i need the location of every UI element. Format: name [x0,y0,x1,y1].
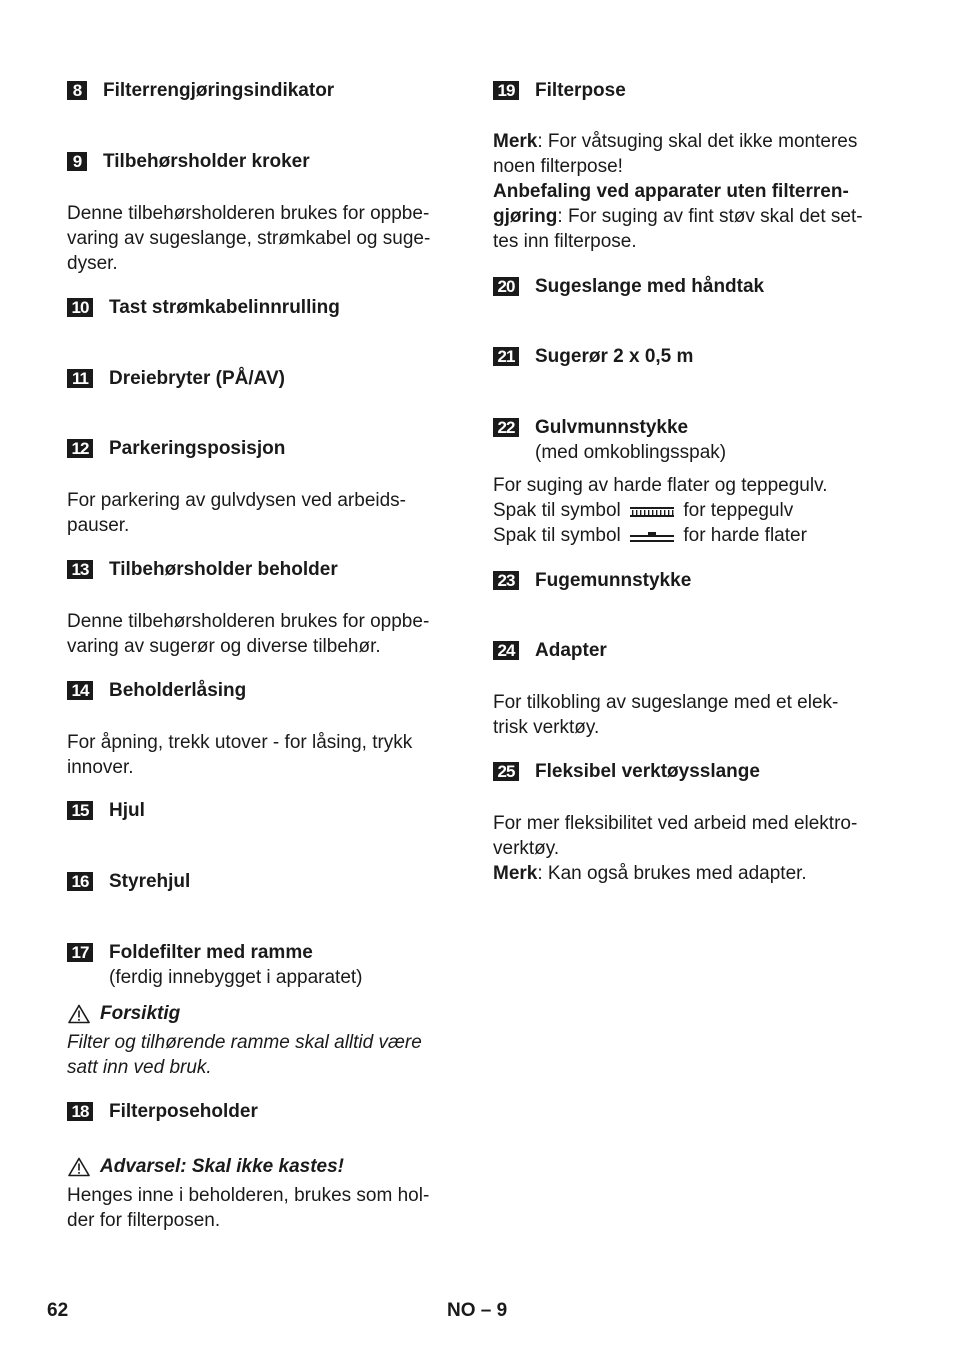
lever-text: Spak til symbol [493,500,621,521]
item-number-badge: 21 [493,347,519,366]
section-13-text: Denne tilbehørsholderen brukes for oppbe- varing av sugerør og diverse tilbehør. [67,611,430,657]
note-paragraph [493,129,885,179]
section-title: Parkeringsposisjon [109,438,286,459]
section-19-text [493,129,885,254]
item-number-badge: 16 [67,872,93,891]
section-title: Beholderlåsing [109,680,247,701]
item-number-badge: 20 [493,277,519,296]
lever-text: Spak til symbol [493,525,621,546]
carpet-symbol-icon [630,504,674,518]
section-title: Filterpose [535,80,626,101]
section-title: Sugerør 2 x 0,5 m [535,346,694,367]
item-number-badge: 9 [67,152,87,171]
section-25-text [493,811,885,886]
section-title: Dreiebryter (PÅ/AV) [109,368,285,389]
section-22-text [493,473,885,548]
section-23-heading [493,568,885,593]
section-title: Tilbehørsholder beholder [109,559,338,580]
section-24-heading [493,638,885,663]
section-14-text: For åpning, trekk utover - for låsing, trykk innover. [67,732,413,778]
section-page-label: NO – 9 [447,1300,508,1321]
section-title: Adapter [535,640,607,661]
carpet-line [493,498,885,523]
section-subtitle: (med omkoblingsspak) [535,442,727,463]
recommendation-label: Anbefaling ved apparater uten filterren- gjøring [493,181,849,227]
section-8-heading [67,78,459,103]
section-22-heading [493,415,885,465]
section-21-heading [493,344,885,369]
section-11-heading [67,366,459,391]
note-label: Merk [493,863,538,884]
warning-label: Advarsel: Skal ikke kastes! [100,1156,344,1177]
section-19-heading [493,78,885,103]
section-title: Styrehjul [109,871,191,892]
item-number-badge: 19 [493,81,519,100]
section-subtitle: (ferdig innebygget i apparatet) [109,967,363,988]
section-12-text: For parkering av gulvdysen ved arbeids- pauser. [67,490,407,536]
item-number-badge: 14 [67,681,93,700]
section-title: Hjul [109,800,145,821]
warning-heading [67,1154,459,1179]
section-15-heading [67,798,459,823]
section-title: Fugemunnstykke [535,570,692,591]
item-number-badge: 15 [67,801,93,820]
hard-floor-symbol-icon [630,529,674,543]
section-10-heading [67,295,459,320]
item-number-badge: 8 [67,81,87,100]
item-number-badge: 12 [67,439,93,458]
section-9-text: Denne tilbehørsholderen brukes for oppbe- varing av sugeslange, strømkabel og suge- dyser. [67,203,431,274]
note-label: Merk [493,131,538,152]
item-number-badge: 10 [67,298,93,317]
warning-triangle-icon [68,1157,90,1177]
section-title: Gulvmunnstykke [535,417,689,438]
floor-nozzle-text: For suging av harde flater og teppegulv. [493,475,828,496]
note-paragraph [493,861,885,886]
section-title: Sugeslange med håndtak [535,276,765,297]
caution-label: Forsiktig [100,1003,181,1024]
hard-floor-text: for harde flater [683,525,807,546]
flexible-hose-text: For mer fleksibilitet ved arbeid med elektro- verktøy. [493,813,858,859]
note-text: : For våtsuging skal det ikke monteres noen filterpose! [493,131,858,177]
carpet-text: for teppegulv [683,500,794,521]
recommendation-paragraph [493,179,885,254]
item-number-badge: 25 [493,762,519,781]
caution-text: Filter og tilhørende ramme skal alltid være satt inn ved bruk. [67,1032,422,1078]
section-13-heading [67,557,459,582]
recommendation-text: : For suging av fint støv skal det set- tes inn filterpose. [493,206,863,252]
section-24-text: For tilkobling av sugeslange med et elek- trisk verktøy. [493,692,839,738]
section-title: Foldefilter med ramme [109,942,313,963]
note-text: : Kan også brukes med adapter. [537,863,807,884]
item-number-badge: 17 [67,943,93,962]
item-number-badge: 22 [493,418,519,437]
section-title: Filterrengjøringsindikator [103,80,335,101]
section-title: Fleksibel verktøysslange [535,761,760,782]
page-number: 62 [47,1300,69,1321]
section-12-heading [67,436,459,461]
item-number-badge: 13 [67,560,93,579]
section-title: Tast strømkabelinnrulling [109,297,340,318]
warning-text: Henges inne i beholderen, brukes som hol- der for filterposen. [67,1185,430,1231]
hard-floor-line [493,523,885,548]
item-number-badge: 11 [67,369,93,388]
caution-heading [67,1001,459,1026]
section-25-heading [493,759,885,784]
section-18-heading [67,1099,459,1124]
section-20-heading [493,274,885,299]
section-16-heading [67,869,459,894]
section-title: Filterposeholder [109,1101,258,1122]
warning-triangle-icon [68,1004,90,1024]
section-title: Tilbehørsholder kroker [103,151,310,172]
section-17-heading [67,940,459,990]
section-9-heading [67,149,459,174]
item-number-badge: 23 [493,571,519,590]
section-14-heading [67,678,459,703]
item-number-badge: 24 [493,641,519,660]
item-number-badge: 18 [67,1102,93,1121]
